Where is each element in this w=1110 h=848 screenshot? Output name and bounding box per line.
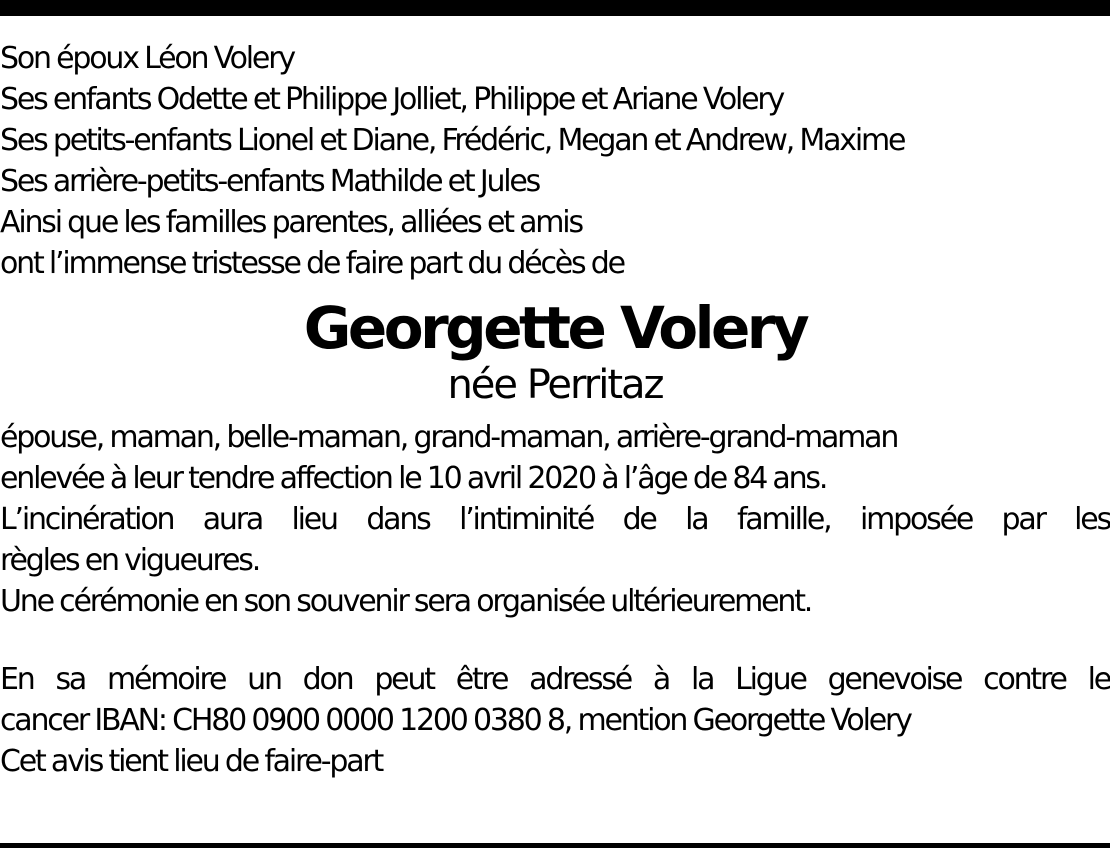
donation-line-memory: En sa mémoire un don peut être adressé à la Ligue genevoise contre le [0,662,1110,697]
deceased-name: Georgette Volery [303,294,807,362]
top-rule [0,0,1110,16]
paragraph-spacer [0,622,1110,659]
donation-line-notice: Cet avis tient lieu de faire-part [0,744,383,779]
body-line-ceremony: Une cérémonie en son souvenir sera organisée ultérieurement. [0,584,812,619]
donation-line-iban: cancer IBAN: CH80 0900 0000 1200 0380 8, mention Georgette Volery [0,703,911,738]
header-line-announcement: ont l’immense tristesse de faire part du décès de [0,246,624,281]
deceased-maiden-name: née Perritaz [447,362,663,408]
header-line-grandchildren: Ses petits-enfants Lionel et Diane, Frédéric, Megan et Andrew, Maxime [0,123,905,158]
header-line-families: Ainsi que les familles parentes, alliées et amis [0,205,582,240]
header-line-spouse: Son époux Léon Volery [0,41,294,76]
obituary-notice [0,38,1110,782]
header-line-children: Ses enfants Odette et Philippe Jolliet, Philippe et Ariane Volery [0,82,784,117]
bottom-rule [0,843,1110,848]
header-line-great-grandchildren: Ses arrière-petits-enfants Mathilde et Jules [0,164,540,199]
body-line-date: enlevée à leur tendre affection le 10 avril 2020 à l’âge de 84 ans. [0,461,827,496]
body-line-rules: règles en vigueures. [0,543,260,578]
body-line-incineration: L’incinération aura lieu dans l’intiminité de la famille, imposée par les [0,502,1110,537]
body-line-roles: épouse, maman, belle-maman, grand-maman, arrière-grand-maman [0,420,898,455]
